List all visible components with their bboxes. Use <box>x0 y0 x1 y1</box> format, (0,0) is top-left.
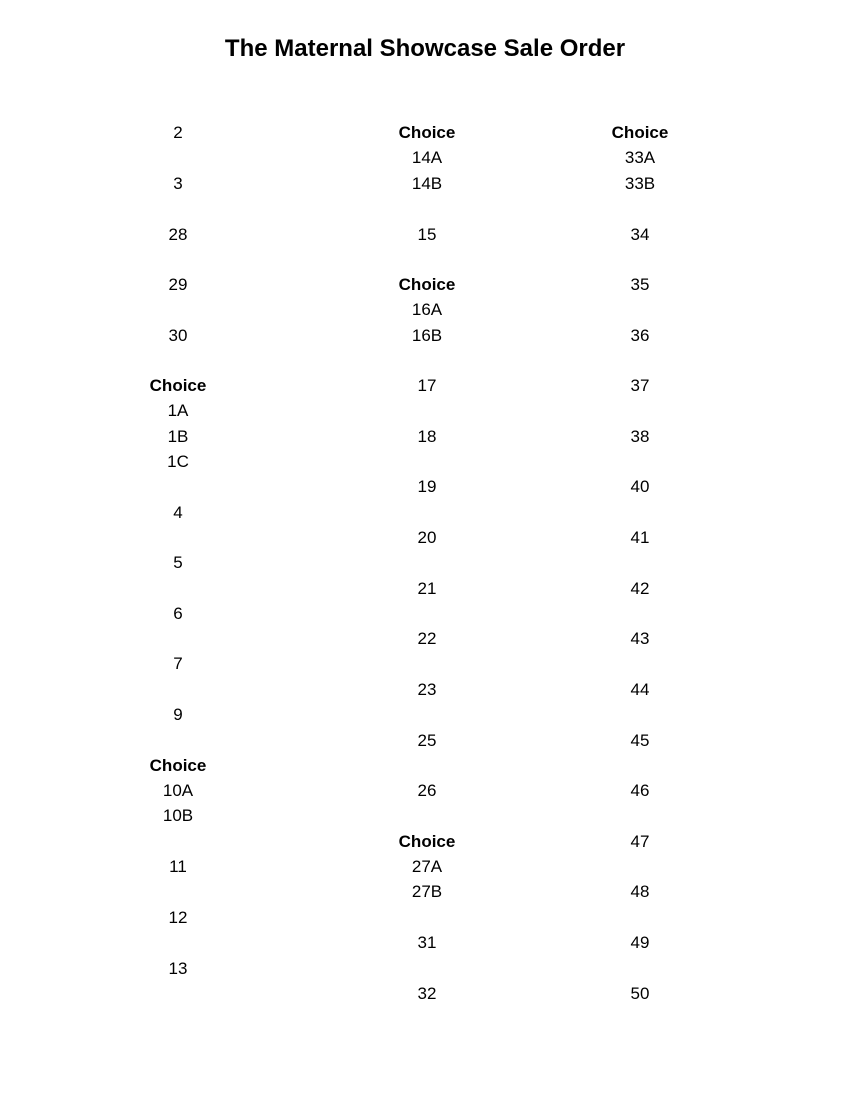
lot-number: 34 <box>630 225 650 244</box>
lot-number: 33B <box>624 174 656 193</box>
lot-number: 5 <box>173 553 183 572</box>
page-title: The Maternal Showcase Sale Order <box>224 35 626 62</box>
lot-number: 36 <box>630 326 650 345</box>
lot-number: 47 <box>630 832 650 851</box>
choice-heading: Choice <box>398 123 456 142</box>
lot-number: 14B <box>411 174 443 193</box>
lot-number: 43 <box>630 629 650 648</box>
lot-number: 6 <box>173 604 183 623</box>
lot-number: 13 <box>168 959 188 978</box>
choice-heading: Choice <box>149 376 207 395</box>
lot-number: 38 <box>630 427 650 446</box>
lot-number: 7 <box>173 654 183 673</box>
lot-number: 44 <box>630 680 650 699</box>
lot-number: 49 <box>630 933 650 952</box>
lot-number: 32 <box>417 984 437 1003</box>
lot-number: 14A <box>411 148 443 167</box>
lot-number: 1B <box>167 427 189 446</box>
lot-number: 28 <box>168 225 188 244</box>
lot-number: 3 <box>173 174 183 193</box>
lot-number: 2 <box>173 123 183 142</box>
lot-number: 21 <box>417 579 437 598</box>
lot-number: 18 <box>417 427 437 446</box>
lot-number: 31 <box>417 933 437 952</box>
lot-number: 45 <box>630 731 650 750</box>
lot-number: 20 <box>417 528 437 547</box>
lot-number: 4 <box>173 503 183 522</box>
lot-number: 1C <box>167 452 189 471</box>
lot-number: 25 <box>417 731 437 750</box>
lot-number: 35 <box>630 275 650 294</box>
lot-number: 42 <box>630 579 650 598</box>
lot-number: 17 <box>417 376 437 395</box>
lot-number: 41 <box>630 528 650 547</box>
lot-number: 33A <box>624 148 656 167</box>
lot-number: 23 <box>417 680 437 699</box>
sale-order-column-2 <box>327 0 527 1100</box>
lot-number: 1A <box>167 401 189 420</box>
lot-number: 11 <box>169 857 187 876</box>
sale-order-column-1 <box>78 0 278 1100</box>
lot-number: 15 <box>417 225 437 244</box>
lot-number: 19 <box>417 477 437 496</box>
lot-number: 29 <box>168 275 188 294</box>
lot-number: 46 <box>630 781 650 800</box>
choice-heading: Choice <box>398 832 456 851</box>
choice-heading: Choice <box>398 275 456 294</box>
lot-number: 9 <box>173 705 183 724</box>
lot-number: 48 <box>630 882 650 901</box>
lot-number: 37 <box>630 376 650 395</box>
lot-number: 16B <box>411 326 443 345</box>
lot-number: 12 <box>168 908 188 927</box>
lot-number: 10B <box>162 806 194 825</box>
lot-number: 40 <box>630 477 650 496</box>
choice-heading: Choice <box>149 756 207 775</box>
lot-number: 22 <box>417 629 437 648</box>
lot-number: 50 <box>630 984 650 1003</box>
lot-number: 27A <box>411 857 443 876</box>
lot-number: 30 <box>168 326 188 345</box>
lot-number: 10A <box>162 781 194 800</box>
lot-number: 27B <box>411 882 443 901</box>
lot-number: 16A <box>411 300 443 319</box>
lot-number: 26 <box>417 781 437 800</box>
choice-heading: Choice <box>611 123 669 142</box>
sale-order-column-3 <box>540 0 740 1100</box>
